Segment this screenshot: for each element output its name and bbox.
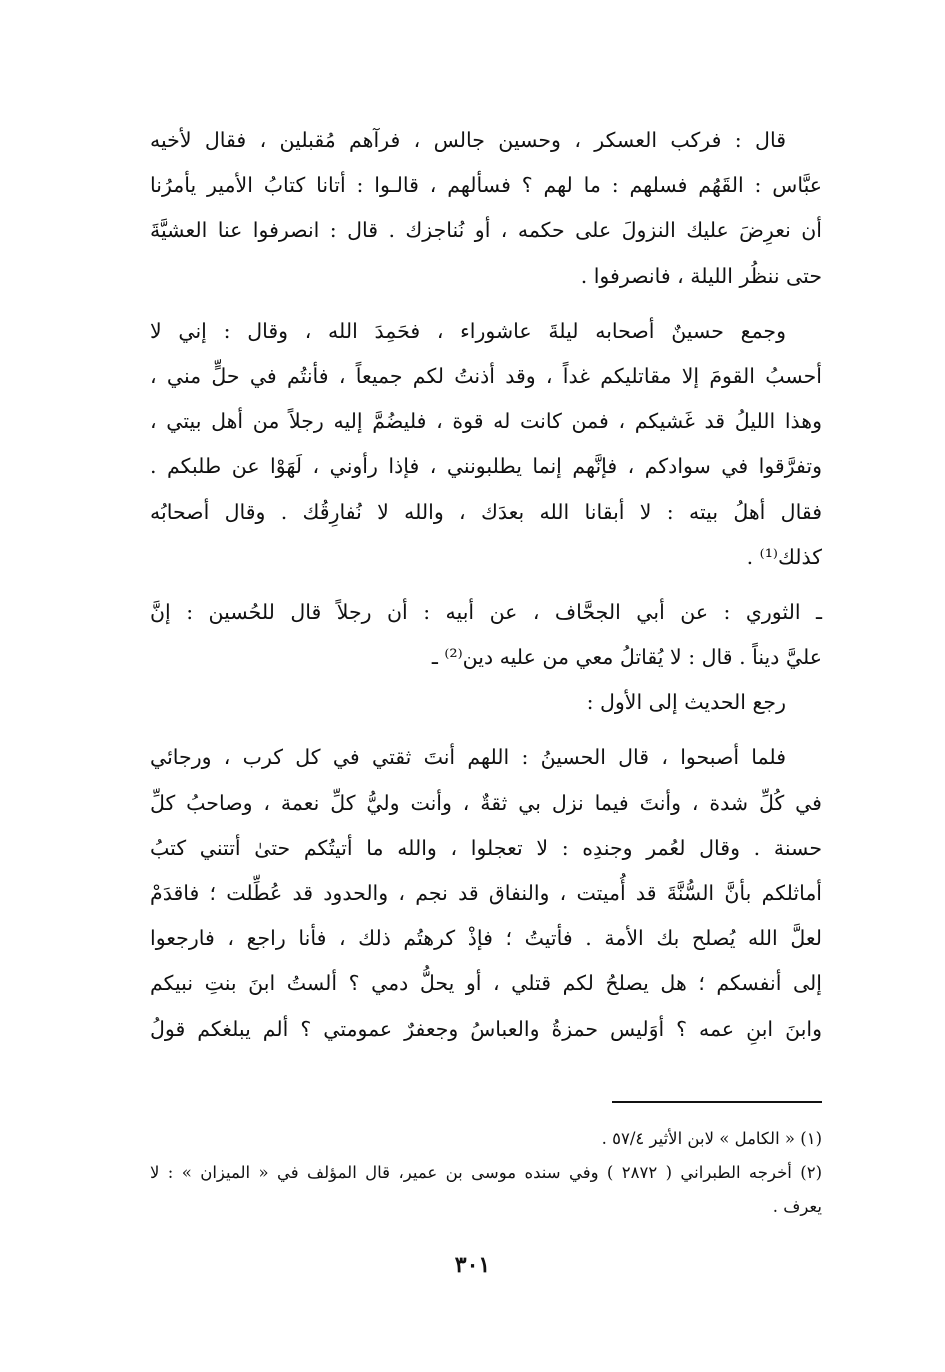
text-line: أماثلكم بأنَّ السُّنَّةَ قد أُميتت ، والنفاق قد نجم ، والحدود قد عُطِّلت ؛ فاقدَمْ <box>150 881 822 905</box>
text-line: في كُلِّ شدة ، وأنتَ فيما نزل بي ثقةٌ ، وأنت وليُّ كلِّ نعمة ، وصاحبُ كلِّ <box>150 790 822 815</box>
page-number: ٣٠١ <box>454 1252 491 1278</box>
text-line: كذلك⁽¹⁾ . <box>746 544 822 569</box>
text-line: حسنة . وقال لعُمر وجندِه : لا تعجلوا ، والله ما أتيتُكم حتىٰ أتتني كتبُ <box>150 835 822 860</box>
paragraph-gap <box>150 299 822 309</box>
footnote-line: يعرف . <box>772 1197 822 1216</box>
text-line: فقال أهلُ بيته : لا أبقانا الله بعدَك ، والله لا نُفارِقُك . وقال أصحابُه <box>150 499 822 524</box>
text-line: رجع الحديث إلى الأول : <box>586 690 786 715</box>
main-text <box>150 118 822 1052</box>
footnote-separator <box>612 1101 822 1103</box>
text-line: حتى ننظُر الليلة ، فانصرفوا . <box>580 263 822 288</box>
text-line: وابنَ ابنِ عمه ؟ أوَليس حمزةُ والعباسُ وجعفرٌ عمومتي ؟ ألم يبلغكم قولُ <box>150 1016 822 1041</box>
footnote-line: (٢) أخرجه الطبراني ( ٢٨٧٢ ) وفي سنده موسى بن عمير، قال المؤلف في « الميزان » : لا <box>150 1163 822 1182</box>
text-line: أن نعرِضَ عليك النزولَ على حكمه ، أو نُناجزك . قال : انصرفوا عنا العشيَّةَ <box>150 218 822 243</box>
text-line: قال : فركب العسكر ، وحسين جالس ، فرآهم مُقبلين ، فقال لأخيه <box>150 128 786 152</box>
footnote-line: (١) « الكامل » لابن الأثير ٥٧/٤ . <box>601 1129 822 1148</box>
text-line: ـ الثوري : عن أبي الجحَّاف ، عن أبيه : أن رجلاً قال للحُسين : إنَّ <box>150 599 822 624</box>
text-line: إلى أنفسكم ؛ هل يصلحُ لكم قتلي ، أو يحلُّ دمي ؟ ألستُ ابنَ بنتِ نبيكم <box>150 971 822 996</box>
text-line: لعلَّ الله يُصلح بك الأمة . فأتيتُ ؛ فإذْ كرهتُم ذلك ، فأنا راجع ، فارجعوا <box>150 926 822 951</box>
text-line: وتفرَّقوا في سوادكم ، فإنَّهم إنما يطلبونني ، فإذا رأوني ، لَهَوْا عن طلبكم . <box>150 454 822 479</box>
text-line: فلما أصبحوا ، قال الحسينُ : اللهم أنتَ ثقتي في كل كرب ، ورجائي <box>150 745 786 770</box>
paragraph-gap <box>150 580 822 590</box>
text-line: أحسبُ القومَ إلا مقاتليكم غداً ، وقد أذنتُ لكم جميعاً ، فأنتُم في حلٍّ مني ، <box>150 363 822 388</box>
text-line: وهذا الليلُ قد غَشيكم ، فمن كانت له قوة ، فليضُمَّ إليه رجلاً من أهل بيتي ، <box>150 409 822 434</box>
text-line: عبَّاس : القَهُم فسلهم : ما لهم ؟ فسألهم ، قالـوا : أتانا كتابُ الأمير يأمرُنا <box>150 173 822 198</box>
text-line: وجمع حسينٌ أصحابه ليلةَ عاشوراء ، فحَمِدَ الله ، وقال : إني لا <box>150 318 786 343</box>
paragraph-gap <box>150 725 822 735</box>
text-line: عليَّ ديناً . قال : لا يُقاتلُ معي من عليه دين⁽²⁾ ـ <box>431 645 822 670</box>
footnotes <box>150 1122 822 1224</box>
